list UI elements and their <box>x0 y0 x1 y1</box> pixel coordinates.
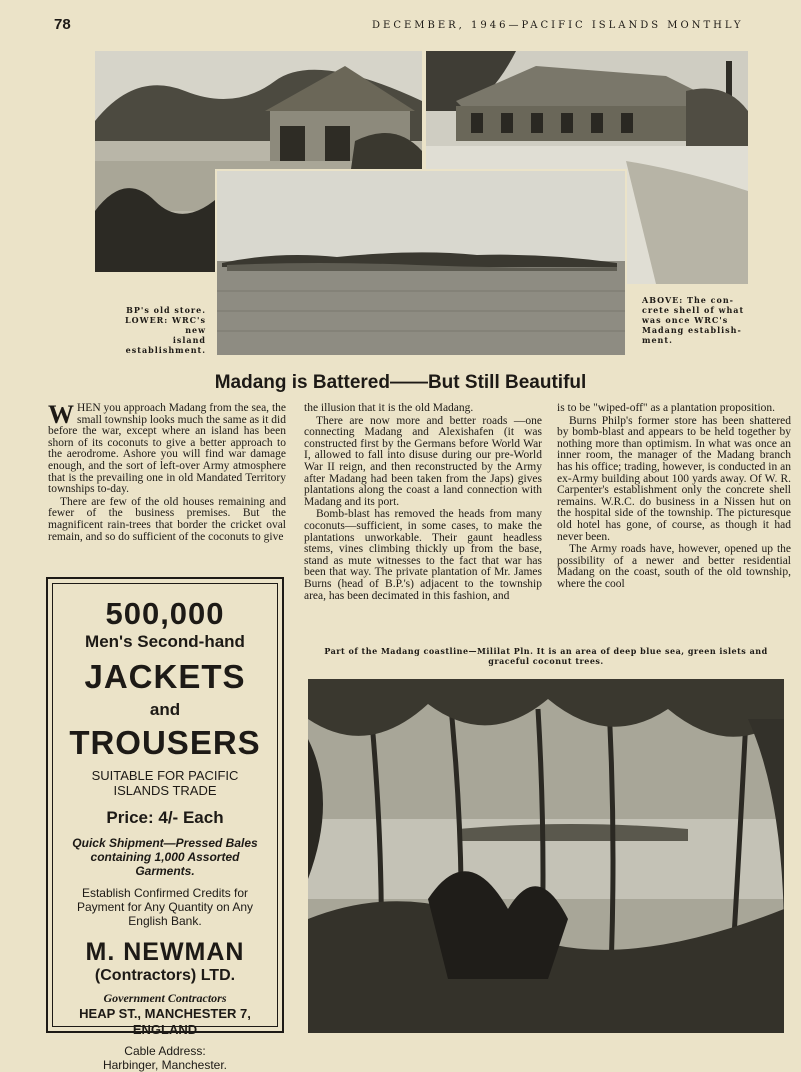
article-column-2: the illusion that it is the old Madang. There are now more and better roads —one connecting Madang and Alexishafen (it was constructed first by the Germans before World War I, allowed to fall into disuse during our pre-World War II reign, and then reconstructed by the Army after Madang had been taken from the Japs) gives plantations along the coast a land connection with Madang and its port. Bomb-blast has removed the heads from many coconuts—sufficient, in some cases, to make the plantations unworkable. Their gaunt headless stems, vines climbing thickly up from the base, stand as mute witnesses to the fact that war has been that way. The private plantation of Mr. James Burns (head of B.P.'s) adjacent to the township area, has been decimated in this fashion, and <box>304 403 542 602</box>
ad-quantity: 500,000 <box>105 596 225 631</box>
jackets-trousers-advertisement <box>46 577 284 1072</box>
article-headline: Madang is Battered——But Still Beautiful <box>214 372 587 393</box>
ad-credits: Establish Confirmed Credits for Payment for Any Quantity on Any English Bank. <box>76 886 254 928</box>
ad-price: Price: 4/- Each <box>106 808 224 827</box>
ad-government: Government Contractors <box>103 991 227 1005</box>
ad-and: and <box>149 700 181 719</box>
caption-left: BP's old store. LOWER: WRC's new island establishment. <box>124 305 206 355</box>
page-number: 78 <box>54 16 71 33</box>
ad-address: HEAP ST., MANCHESTER 7, ENGLAND <box>79 1006 251 1037</box>
article-column-3: is to be "wiped-off" as a plantation proposition. Burns Philp's former store has been shattered by bomb-blast and appears to be held together by nothing more than optimism. In what was once an inner room, the manager of the Madang branch has his office; trading, however, is conducted in an ex-Army building about 100 yards away. Of W. R. Carpenter's establishment only the concrete shell remains. W.R.C. do business in a Nissen hut on the hospital side of the township. The picturesque old hotel has gone, of course, as though it had never been. The Army roads have, however, opened up the possibility of a newer and better residential Madang on the coast, south of the old township, where the cool <box>557 403 791 590</box>
running-head: DECEMBER, 1946—PACIFIC ISLANDS MONTHLY <box>372 20 744 31</box>
ad-line: Men's Second-hand <box>85 632 245 651</box>
ad-jackets: JACKETS <box>84 658 246 695</box>
island-waterfront-photo <box>215 169 627 357</box>
coconut-palms-photo <box>308 679 784 1033</box>
ad-trousers: TROUSERS <box>69 724 261 761</box>
ad-cable: Cable Address: Harbinger, Manchester. <box>102 1044 228 1072</box>
ad-suitable: SUITABLE FOR PACIFIC ISLANDS TRADE <box>91 768 239 798</box>
caption-right: ABOVE: The con- crete shell of what was once WRC's Madang establish- ment. <box>642 295 745 345</box>
ad-company-sub: (Contractors) LTD. <box>94 967 236 984</box>
drop-cap: W <box>48 403 74 429</box>
ad-company: M. NEWMAN <box>85 938 245 966</box>
caption-bottom: Part of the Madang coastline—Mililat Pln. It is an area of deep blue sea, green islets and graceful coconut trees. <box>324 646 768 666</box>
ad-shipment: Quick Shipment—Pressed Bales containing 1,000 Assorted Garments. <box>72 836 258 878</box>
article-column-1: WHEN you approach Madang from the sea, the small township looks much the same as it did before the war, except where an island has been shorn of its coconuts to give a better approach to the aerodrome. Ashore you will find war damage enough, and the sort of left-over Army atmosphere that is the prevailing one in old Mandated Territory townships to-day. There are few of the old houses remaining and fewer of the business premises. But the magnificent rain-trees that border the cricket oval remain, and so do sufficient of the coconuts to give <box>48 403 286 543</box>
